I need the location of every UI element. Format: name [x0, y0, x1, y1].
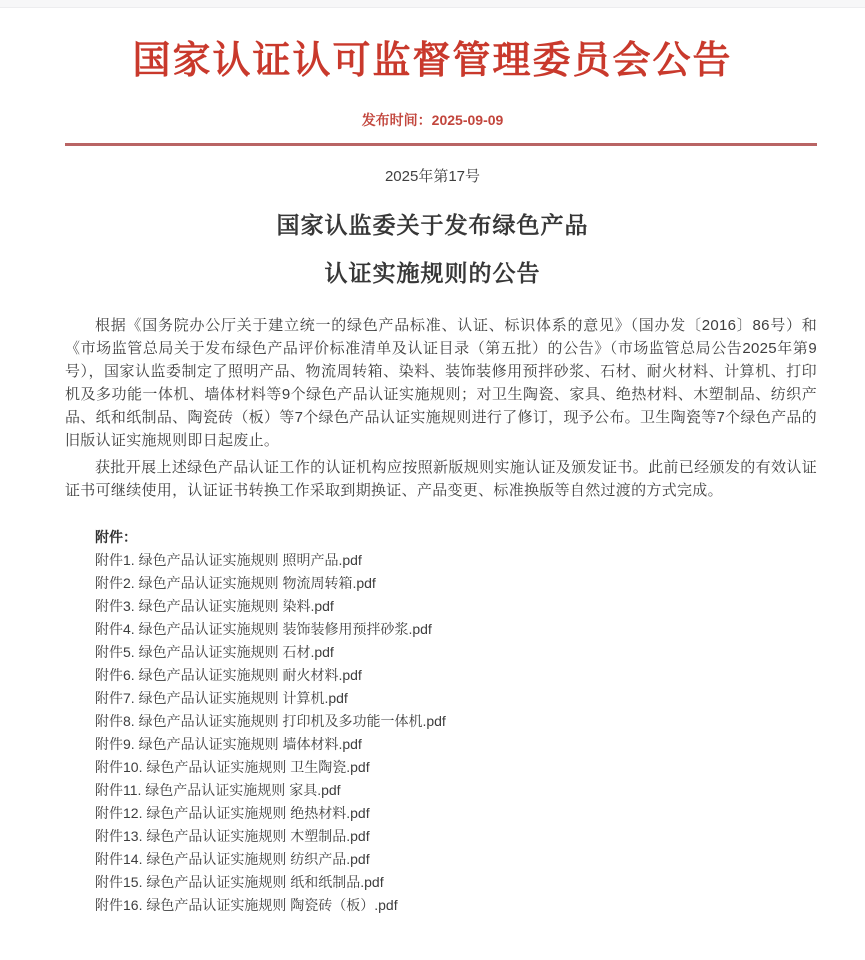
attachments-section [95, 526, 817, 917]
page-title: 国家认证认可监督管理委员会公告 [132, 40, 733, 82]
attachment-link-14[interactable]: 附件14. 绿色产品认证实施规则 纺织产品.pdf [95, 851, 370, 867]
doc-title-line1: 国家认监委关于发布绿色产品 [276, 212, 589, 238]
top-strip [0, 0, 865, 8]
body-paragraph-1: 根据《国务院办公厅关于建立统一的绿色产品标准、认证、标识体系的意见》（国办发〔2016〕86号）和《市场监管总局关于发布绿色产品评价标准清单及认证目录（第五批）的公告》（市场监管总局公告2025年第9号），国家认监委制定了照明产品、物流周转箱、染料、装饰装修用预拌砂浆、石材、耐火材料、计算机、打印机及多功能一体机、墙体材料等9个绿色产品认证实施规则；对卫生陶瓷、家具、绝热材料、木塑制品、纺织产品、纸和纸制品、陶瓷砖（板）等7个绿色产品认证实施规则进行了修订，现予公布。卫生陶瓷等7个绿色产品的旧版认证实施规则即日起废止。 [65, 317, 817, 449]
divider [65, 143, 817, 146]
document-body [65, 314, 817, 502]
attachment-link-12[interactable]: 附件12. 绿色产品认证实施规则 绝热材料.pdf [95, 805, 370, 821]
attachment-link-6[interactable]: 附件6. 绿色产品认证实施规则 耐火材料.pdf [95, 667, 362, 683]
attachment-link-13[interactable]: 附件13. 绿色产品认证实施规则 木塑制品.pdf [95, 828, 370, 844]
attachment-link-1[interactable]: 附件1. 绿色产品认证实施规则 照明产品.pdf [95, 552, 362, 568]
doc-title [0, 201, 865, 297]
attachment-link-8[interactable]: 附件8. 绿色产品认证实施规则 打印机及多功能一体机.pdf [95, 713, 446, 729]
body-paragraph-2: 获批开展上述绿色产品认证工作的认证机构应按照新版规则实施认证及颁发证书。此前已经颁发的有效认证证书可继续使用，认证证书转换工作采取到期换证、产品变更、标准换版等自然过渡的方式完成。 [65, 459, 817, 499]
attachment-link-3[interactable]: 附件3. 绿色产品认证实施规则 染料.pdf [95, 598, 334, 614]
attachment-link-5[interactable]: 附件5. 绿色产品认证实施规则 石材.pdf [95, 644, 334, 660]
doc-number: 2025年第17号 [384, 168, 481, 185]
attachment-link-7[interactable]: 附件7. 绿色产品认证实施规则 计算机.pdf [95, 690, 348, 706]
attachment-link-15[interactable]: 附件15. 绿色产品认证实施规则 纸和纸制品.pdf [95, 874, 384, 890]
doc-title-line2: 认证实施规则的公告 [324, 260, 541, 286]
attachment-link-4[interactable]: 附件4. 绿色产品认证实施规则 装饰装修用预拌砂浆.pdf [95, 621, 432, 637]
attachment-link-2[interactable]: 附件2. 绿色产品认证实施规则 物流周转箱.pdf [95, 575, 376, 591]
attachment-link-9[interactable]: 附件9. 绿色产品认证实施规则 墙体材料.pdf [95, 736, 362, 752]
attachment-link-16[interactable]: 附件16. 绿色产品认证实施规则 陶瓷砖（板）.pdf [95, 897, 398, 913]
publish-date: 发布时间：2025-09-09 [361, 112, 504, 128]
attachment-link-10[interactable]: 附件10. 绿色产品认证实施规则 卫生陶瓷.pdf [95, 759, 370, 775]
attachment-link-11[interactable]: 附件11. 绿色产品认证实施规则 家具.pdf [95, 782, 341, 798]
attachments-label: 附件： [95, 529, 137, 545]
